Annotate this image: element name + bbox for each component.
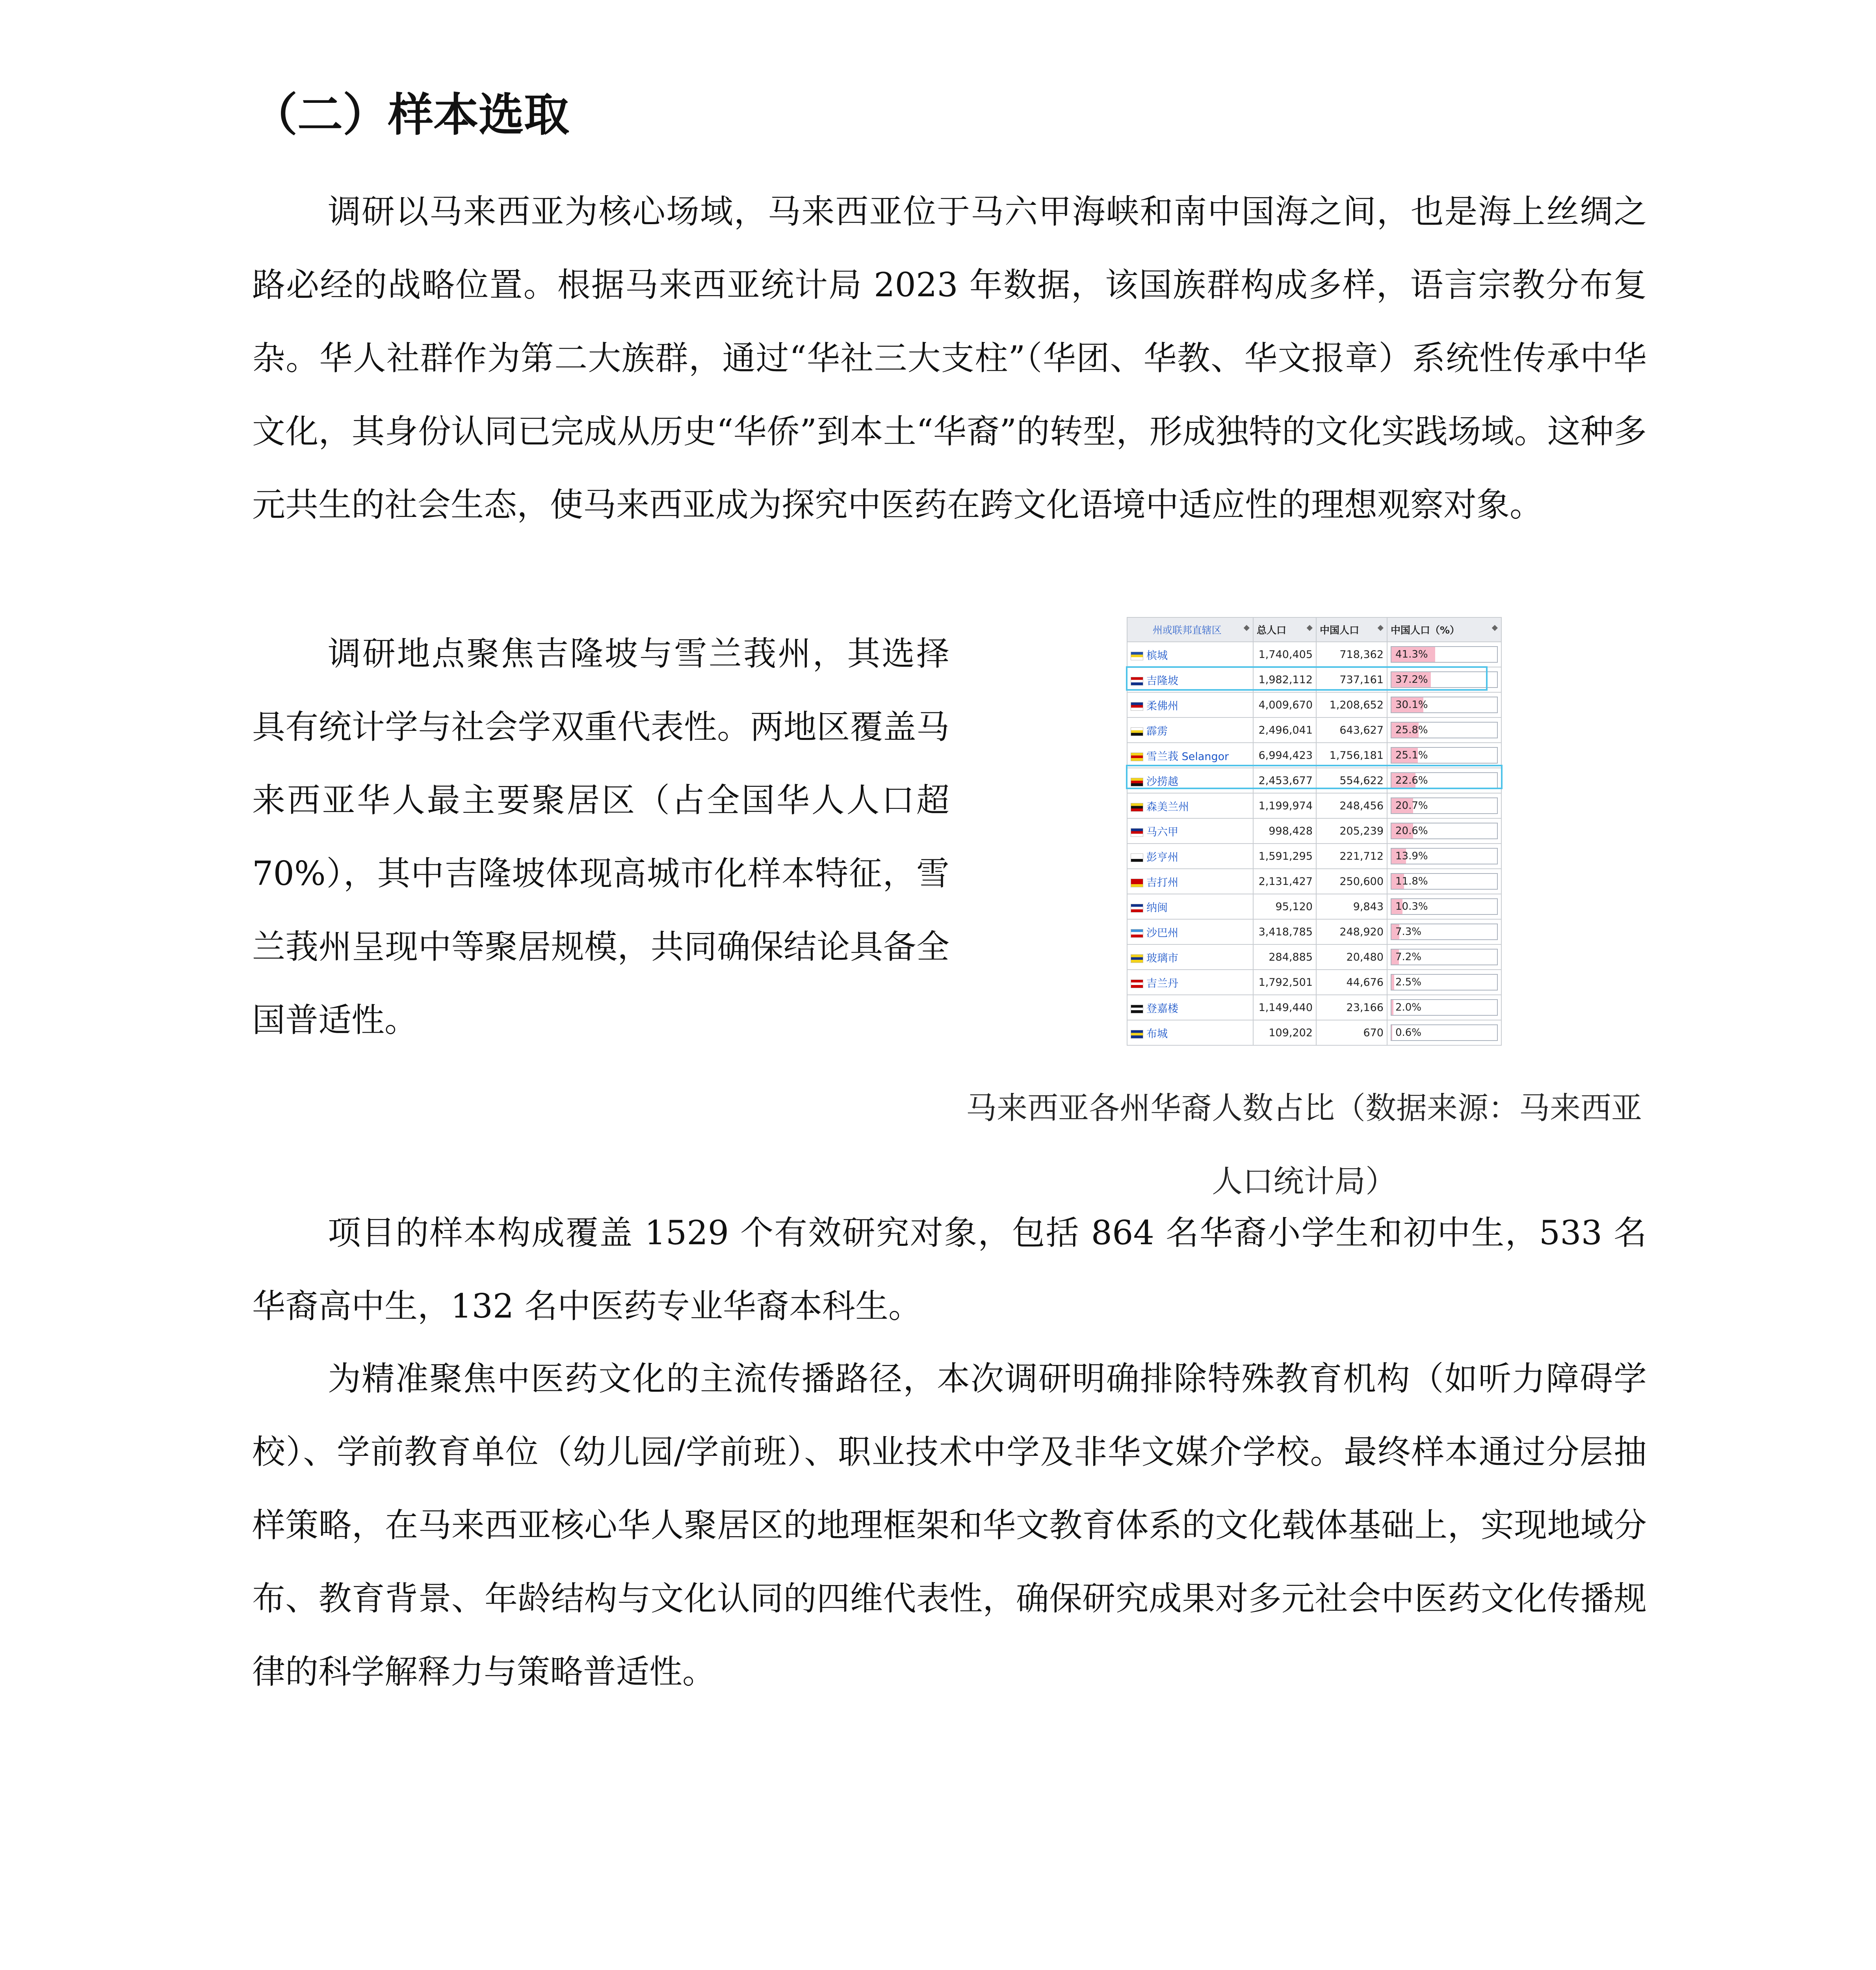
cell-chinese-population: 20,480 — [1316, 944, 1387, 970]
cell-chinese-percent — [1387, 919, 1501, 944]
table-row — [1127, 869, 1501, 894]
cell-total-population: 2,496,041 — [1253, 717, 1316, 743]
cell-total-population: 1,740,405 — [1253, 642, 1316, 667]
state-name[interactable]: 雪兰莪 Selangor — [1146, 750, 1229, 763]
cell-total-population: 2,453,677 — [1253, 768, 1316, 793]
percent-value: 22.6% — [1395, 775, 1428, 786]
header-percent[interactable] — [1387, 617, 1501, 642]
percent-value: 2.0% — [1395, 1002, 1422, 1013]
state-flag-icon — [1131, 954, 1143, 963]
table-row — [1127, 1020, 1501, 1045]
percent-value: 20.6% — [1395, 825, 1428, 837]
table-row — [1127, 793, 1501, 818]
cell-total-population: 3,418,785 — [1253, 919, 1316, 944]
paragraph-sample-composition: 项目的样本构成覆盖 1529 个有效研究对象，包括 864 名华裔小学生和初中生，533 名华裔高中生，132 名中医药专业华裔本科生。 — [252, 1214, 1647, 1325]
header-total-label: 总人口 — [1257, 624, 1287, 636]
sort-icon[interactable]: ◆ — [1377, 623, 1384, 632]
table-row — [1127, 667, 1501, 692]
percent-bar — [1391, 797, 1498, 814]
paragraph-study-location-intro: 调研以马来西亚为核心场域，马来西亚位于马六甲海峡和南中国海之间，也是海上丝绸之路必经的战略位置。根据马来西亚统计局 2023 年数据，该国族群构成多样，语言宗教分布复杂。华人社群作为第二大族群，通过“华社三大支柱”（华团、华教、华文报章）系统性传承中华文化，其身份认同已完成从历史“华侨”到本土“华裔”的转型，形成独特的文化实践场域。这种多元共生的社会生态，使马来西亚成为探究中医药在跨文化语境中适应性的理想观察对象。 — [252, 192, 1647, 524]
state-name[interactable]: 马六甲 — [1146, 826, 1178, 838]
cell-total-population: 1,149,440 — [1253, 995, 1316, 1020]
cell-total-population: 109,202 — [1253, 1020, 1316, 1045]
cell-chinese-percent — [1387, 869, 1501, 894]
cell-total-population: 1,982,112 — [1253, 667, 1316, 692]
state-flag-icon — [1131, 979, 1143, 988]
table-body — [1127, 642, 1501, 1045]
state-name[interactable]: 布城 — [1146, 1028, 1168, 1040]
cell-total-population: 1,591,295 — [1253, 844, 1316, 869]
cell-chinese-population: 205,239 — [1316, 818, 1387, 844]
header-state-label: 州或联邦直辖区 — [1152, 624, 1222, 636]
cell-state[interactable] — [1127, 869, 1253, 894]
table-row — [1127, 768, 1501, 793]
cell-state[interactable] — [1127, 793, 1253, 818]
table-row — [1127, 995, 1501, 1020]
header-chinese-label: 中国人口 — [1320, 624, 1360, 636]
percent-value: 0.6% — [1395, 1027, 1422, 1039]
cell-state[interactable] — [1127, 743, 1253, 768]
cell-state[interactable] — [1127, 768, 1253, 793]
percent-bar — [1391, 823, 1498, 839]
cell-state[interactable] — [1127, 642, 1253, 667]
percent-bar — [1391, 949, 1498, 965]
percent-bar — [1391, 999, 1498, 1016]
cell-state[interactable] — [1127, 844, 1253, 869]
cell-chinese-percent — [1387, 944, 1501, 970]
state-flag-icon — [1131, 727, 1143, 736]
table-row — [1127, 743, 1501, 768]
cell-state[interactable] — [1127, 667, 1253, 692]
cell-chinese-percent — [1387, 970, 1501, 995]
state-flag-icon — [1131, 853, 1143, 862]
cell-chinese-population: 643,627 — [1316, 717, 1387, 743]
cell-chinese-population: 250,600 — [1316, 869, 1387, 894]
state-flag-icon — [1131, 904, 1143, 913]
figure-caption: 马来西亚各州华裔人数占比（数据来源：马来西亚人口统计局） — [966, 1091, 1642, 1199]
cell-chinese-population: 221,712 — [1316, 844, 1387, 869]
cell-state[interactable] — [1127, 1020, 1253, 1045]
percent-value: 7.3% — [1395, 926, 1422, 938]
percent-bar — [1391, 974, 1498, 991]
state-name[interactable]: 玻璃市 — [1146, 952, 1178, 965]
percent-bar — [1391, 772, 1498, 789]
header-percent-label: 中国人口（%） — [1391, 624, 1460, 636]
state-name[interactable]: 登嘉楼 — [1146, 1002, 1178, 1015]
cell-chinese-population: 9,843 — [1316, 894, 1387, 919]
cell-total-population: 4,009,670 — [1253, 692, 1316, 717]
table-row — [1127, 944, 1501, 970]
population-table — [1127, 617, 1502, 1046]
cell-total-population: 1,199,974 — [1253, 793, 1316, 818]
state-name[interactable]: 彭亨州 — [1146, 851, 1178, 864]
cell-state[interactable] — [1127, 970, 1253, 995]
cell-chinese-percent — [1387, 717, 1501, 743]
cell-total-population: 284,885 — [1253, 944, 1316, 970]
cell-state[interactable] — [1127, 717, 1253, 743]
percent-bar — [1391, 848, 1498, 864]
cell-chinese-percent — [1387, 667, 1501, 692]
cell-state[interactable] — [1127, 944, 1253, 970]
cell-chinese-population: 718,362 — [1316, 642, 1387, 667]
section-heading: （二）样本选取 — [252, 89, 570, 141]
header-total[interactable] — [1253, 617, 1316, 642]
percent-bar — [1391, 671, 1498, 688]
percent-value: 13.9% — [1395, 850, 1428, 862]
state-name[interactable]: 沙捞越 — [1146, 775, 1178, 788]
percent-value: 37.2% — [1395, 674, 1428, 686]
cell-chinese-percent — [1387, 1020, 1501, 1045]
cell-chinese-percent — [1387, 793, 1501, 818]
cell-state[interactable] — [1127, 692, 1253, 717]
cell-chinese-percent — [1387, 642, 1501, 667]
cell-chinese-population: 248,456 — [1316, 793, 1387, 818]
cell-chinese-percent — [1387, 894, 1501, 919]
percent-value: 20.7% — [1395, 800, 1428, 812]
cell-chinese-percent — [1387, 995, 1501, 1020]
cell-chinese-percent — [1387, 743, 1501, 768]
cell-total-population: 6,994,423 — [1253, 743, 1316, 768]
state-flag-icon — [1131, 1005, 1143, 1013]
state-flag-icon — [1131, 828, 1143, 837]
cell-state[interactable] — [1127, 919, 1253, 944]
cell-total-population: 1,792,501 — [1253, 970, 1316, 995]
percent-bar — [1391, 697, 1498, 713]
state-name[interactable]: 沙巴州 — [1146, 927, 1178, 939]
state-flag-icon — [1131, 677, 1143, 686]
paragraph-sampling-strategy: 为精准聚焦中医药文化的主流传播路径，本次调研明确排除特殊教育机构（如听力障碍学校）、学前教育单位（幼儿园/学前班）、职业技术中学及非华文媒介学校。最终样本通过分层抽样策略，在马来西亚核心华人聚居区的地理框架和华文教育体系的文化载体基础上，实现地域分布、教育背景、年龄结构与文化认同的四维代表性，确保研究成果对多元社会中医药文化传播规律的科学解释力与策略普适性。 — [252, 1359, 1647, 1691]
cell-total-population: 2,131,427 — [1253, 869, 1316, 894]
percent-value: 25.1% — [1395, 749, 1428, 761]
state-flag-icon — [1131, 879, 1143, 887]
state-name[interactable]: 霹雳 — [1146, 725, 1168, 738]
table-row — [1127, 818, 1501, 844]
state-flag-icon — [1131, 753, 1143, 761]
cell-chinese-percent — [1387, 844, 1501, 869]
cell-chinese-population: 737,161 — [1316, 667, 1387, 692]
state-name[interactable]: 纳闽 — [1146, 901, 1168, 914]
sort-icon[interactable]: ◆ — [1306, 623, 1313, 632]
state-name[interactable]: 柔佛州 — [1146, 700, 1178, 712]
cell-total-population: 95,120 — [1253, 894, 1316, 919]
state-name[interactable]: 吉打州 — [1146, 876, 1178, 889]
percent-value: 2.5% — [1395, 976, 1422, 988]
header-chinese[interactable] — [1316, 617, 1387, 642]
table-row — [1127, 717, 1501, 743]
cell-chinese-percent — [1387, 768, 1501, 793]
state-name[interactable]: 森美兰州 — [1146, 801, 1189, 813]
percent-bar — [1391, 873, 1498, 890]
percent-bar — [1391, 722, 1498, 738]
state-name[interactable]: 吉隆坡 — [1146, 675, 1178, 687]
cell-chinese-population: 1,756,181 — [1316, 743, 1387, 768]
cell-state[interactable] — [1127, 894, 1253, 919]
cell-total-population: 998,428 — [1253, 818, 1316, 844]
percent-bar — [1391, 924, 1498, 940]
percent-value: 7.2% — [1395, 951, 1422, 963]
table-row — [1127, 894, 1501, 919]
state-flag-icon — [1131, 702, 1143, 711]
state-flag-icon — [1131, 929, 1143, 938]
state-flag-icon — [1131, 1030, 1143, 1039]
percent-value: 11.8% — [1395, 875, 1428, 887]
table-row — [1127, 642, 1501, 667]
cell-chinese-population: 44,676 — [1316, 970, 1387, 995]
table-header-row — [1127, 617, 1501, 642]
table-row — [1127, 970, 1501, 995]
percent-bar — [1391, 747, 1498, 764]
state-name[interactable]: 槟城 — [1146, 649, 1168, 662]
cell-chinese-population: 248,920 — [1316, 919, 1387, 944]
percent-value: 25.8% — [1395, 724, 1428, 736]
percent-bar — [1391, 1024, 1498, 1041]
table-row — [1127, 919, 1501, 944]
percent-value: 10.3% — [1395, 901, 1428, 913]
cell-chinese-population: 1,208,652 — [1316, 692, 1387, 717]
cell-chinese-population: 554,622 — [1316, 768, 1387, 793]
paragraph-survey-sites: 调研地点聚焦吉隆坡与雪兰莪州，其选择具有统计学与社会学双重代表性。两地区覆盖马来西亚华人最主要聚居区（占全国华人人口超 70%），其中吉隆坡体现高城市化样本特征，雪兰莪州呈现中等聚居规模，共同确保结论具备全国普适性。 — [252, 634, 949, 1039]
table-row — [1127, 692, 1501, 717]
sort-icon[interactable]: ◆ — [1243, 623, 1250, 632]
cell-state[interactable] — [1127, 818, 1253, 844]
cell-chinese-population: 670 — [1316, 1020, 1387, 1045]
cell-state[interactable] — [1127, 995, 1253, 1020]
header-state[interactable] — [1127, 617, 1253, 642]
population-table-figure — [1127, 617, 1501, 1056]
sort-icon[interactable]: ◆ — [1492, 623, 1498, 632]
cell-chinese-population: 23,166 — [1316, 995, 1387, 1020]
state-flag-icon — [1131, 778, 1143, 786]
cell-chinese-percent — [1387, 692, 1501, 717]
percent-value: 30.1% — [1395, 699, 1428, 711]
table-row — [1127, 844, 1501, 869]
cell-chinese-percent — [1387, 818, 1501, 844]
state-flag-icon — [1131, 803, 1143, 812]
percent-bar — [1391, 898, 1498, 915]
state-flag-icon — [1131, 652, 1143, 660]
percent-bar — [1391, 646, 1498, 663]
state-name[interactable]: 吉兰丹 — [1146, 977, 1178, 990]
percent-value: 41.3% — [1395, 649, 1428, 660]
